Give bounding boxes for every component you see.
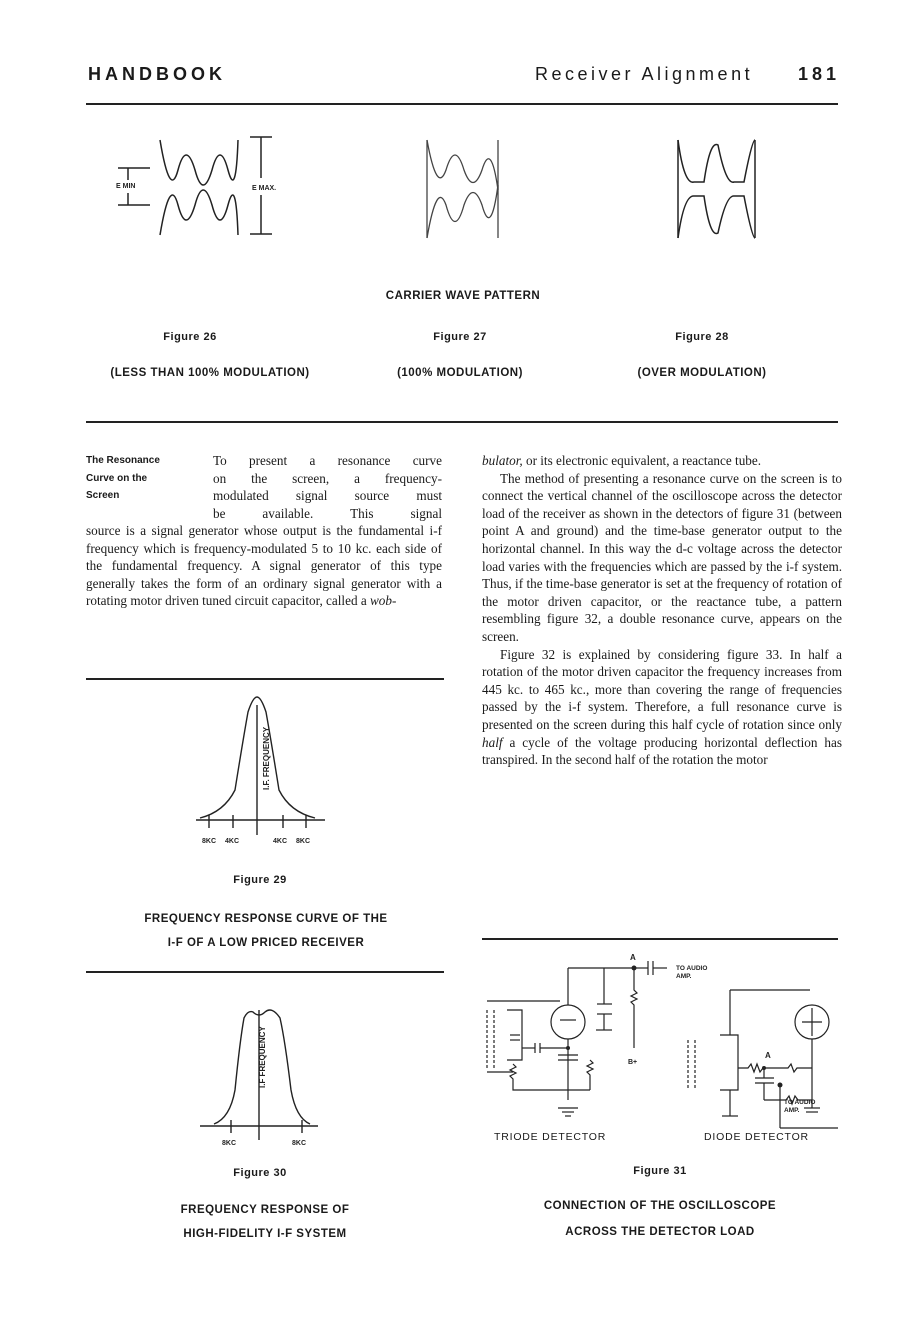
text-line: modulated signal source must <box>213 488 442 504</box>
caption-line: I-F OF A LOW PRICED RECEIVER <box>167 937 365 949</box>
figure-28-number: Figure 28 <box>675 331 729 343</box>
text-line: on the screen, a frequency- <box>213 470 442 486</box>
side-head-line: The Resonance <box>86 455 160 466</box>
page-number: 181 <box>798 64 841 84</box>
figure-27-caption: (100% MODULATION) <box>397 367 523 379</box>
running-head: HANDBOOK <box>88 64 226 84</box>
tick-label: 8KC <box>292 1140 307 1147</box>
diode-detector-label: DIODE DETECTOR <box>704 1131 809 1143</box>
amp-label-diode: AMP. <box>784 1107 800 1114</box>
paragraph-text: a cycle of the voltage producing horizontal deflection has transpired. In the second half of the rotation the motor <box>482 734 842 768</box>
to-audio-label: TO AUDIO <box>676 965 708 972</box>
junction-dot <box>632 966 637 971</box>
paragraph-text: or its electronic equivalent, a reactance tube. <box>522 453 762 468</box>
paragraph-text: Figure 32 is explained by considering figure 33. In half a rotation of the motor driven capacitor the frequency increases from 445 kc. to 465 kc., more than covering the range of frequencies passed by the i-f system. Therefore, a full resonance curve is presented on the screen during this half cycle of rotation since only <box>482 646 842 732</box>
text-line: To present a resonance curve <box>213 453 442 468</box>
tick-label: 8KC <box>222 1140 237 1147</box>
caption-line: CONNECTION OF THE OSCILLOSCOPE <box>543 1200 777 1212</box>
figure-28-caption: (OVER MODULATION) <box>637 367 767 379</box>
figure-31-number: Figure 31 <box>633 1165 687 1177</box>
emax-label: E MAX. <box>252 185 277 192</box>
carrier-wave-title: CARRIER WAVE PATTERN <box>385 290 541 302</box>
paragraph-italic: wob- <box>370 593 397 609</box>
side-head-line: Curve on the <box>86 472 148 484</box>
figure-27-number: Figure 27 <box>433 331 487 343</box>
side-head-line: Screen <box>86 490 120 502</box>
figure-26-caption: (LESS THAN 100% MODULATION) <box>110 367 310 379</box>
tick-label: 4KC <box>225 838 240 845</box>
junction-dot <box>778 1083 783 1088</box>
amp-label: AMP. <box>676 973 692 980</box>
caption-line: FREQUENCY RESPONSE CURVE OF THE <box>144 913 388 925</box>
caption-line: FREQUENCY RESPONSE OF <box>180 1204 350 1216</box>
paragraph-italic: half <box>482 734 503 750</box>
paragraph-italic: bulator, <box>482 453 523 468</box>
figure-29-number: Figure 29 <box>233 874 287 886</box>
paragraph-text: source is a signal generator whose output is the fundamental i-f frequency which is frequency-modulated 5 to 10 kc. each side of the fundamental frequency. A signal generator of this type generally takes the form of an ordinary signal generator with a rotating motor driven tuned circuit capacitor, called a <box>86 523 442 609</box>
tick-label: 8KC <box>202 838 217 845</box>
point-a-label: A <box>630 953 636 962</box>
figure-30-number: Figure 30 <box>233 1167 287 1179</box>
figure-29-axis-label: I.F. FREQUENCY <box>262 726 271 790</box>
b-plus-label: B+ <box>628 1059 638 1066</box>
section-title: Receiver Alignment <box>535 64 754 84</box>
figure-31-caption <box>500 1193 820 1245</box>
emin-label: E MIN <box>116 183 136 190</box>
tick-label: 8KC <box>296 838 311 845</box>
text-line: be available. This signal <box>213 505 442 521</box>
point-a-label-diode: A <box>765 1051 771 1060</box>
paragraph-2: The method of presenting a resonance curve on the screen is to connect the vertical channel of the oscilloscope across the detector load of the receiver as shown in the detectors of figure 31 (between point A and ground) and the time-base generator output to the horizontal channel. In this way the d-c voltage across the detector load varies with the frequencies which are passed by the i-f system. Thus, if the time-base generator is set at the frequency of rotation of the motor driven capacitor, or the reactance tube, a pattern resembling figure 32, a double resonance curve, appears on the screen. <box>482 470 842 644</box>
caption-line: HIGH-FIDELITY I-F SYSTEM <box>183 1228 347 1240</box>
tick-label: 4KC <box>273 838 288 845</box>
figure-30-axis-label: I.F FREQUENCY <box>258 1026 267 1088</box>
caption-line: ACROSS THE DETECTOR LOAD <box>565 1226 755 1238</box>
figure-26-number: Figure 26 <box>163 331 217 343</box>
junction-dot <box>566 1046 570 1050</box>
junction-dot <box>762 1066 766 1070</box>
triode-detector-label: TRIODE DETECTOR <box>494 1131 607 1143</box>
to-audio-label-diode: TO AUDIO <box>784 1099 816 1106</box>
